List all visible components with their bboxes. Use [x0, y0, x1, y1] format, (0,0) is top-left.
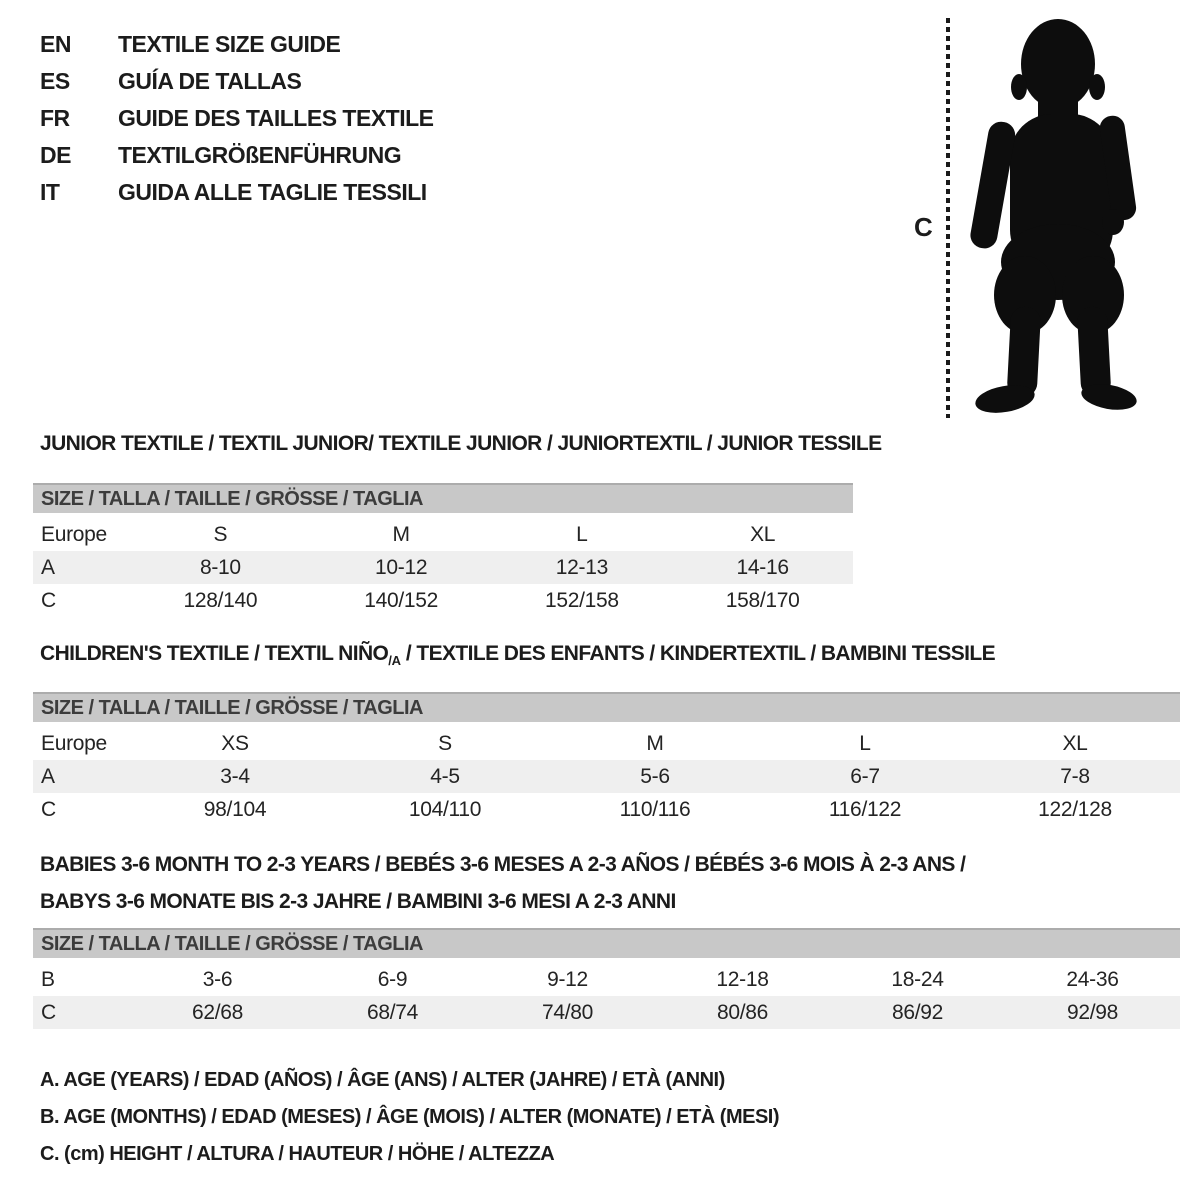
size-cell: 8-10 — [199, 555, 241, 579]
size-cell: M — [646, 731, 664, 755]
row-label: Europe — [41, 731, 107, 755]
size-cell: 86/92 — [891, 1000, 944, 1024]
language-name: TEXTILGRÖßENFÜHRUNG — [118, 142, 402, 168]
row-label: A — [41, 555, 55, 579]
size-cell: L — [576, 522, 588, 546]
section-title-children — [40, 635, 995, 672]
legend-line: B. AGE (MONTHS) / EDAD (MESES) / ÂGE (MOIS) / ALTER (MONATE) / ETÀ (MESI) — [40, 1106, 780, 1128]
language-code: FR — [40, 105, 70, 131]
language-code: DE — [40, 142, 71, 168]
section-title-line — [40, 846, 965, 883]
size-cell: 5-6 — [640, 764, 670, 788]
size-cell: 98/104 — [203, 797, 267, 821]
size-cell: 68/74 — [366, 1000, 419, 1024]
size-cell: 140/152 — [364, 588, 439, 612]
size-cell: S — [438, 731, 452, 755]
size-cell: 4-5 — [430, 764, 460, 788]
size-cell: XS — [221, 731, 249, 755]
size-cell: 7-8 — [1060, 764, 1090, 788]
title-text: BABIES 3-6 MONTH TO 2-3 YEARS / BEBÉS 3-6 MESES A 2-3 AÑOS / BÉBÉS 3-6 MOIS À 2-3 ANS / — [40, 853, 966, 876]
size-header-bar: SIZE / TALLA / TAILLE / GRÖSSE / TAGLIA — [33, 692, 1180, 722]
size-header-bar: SIZE / TALLA / TAILLE / GRÖSSE / TAGLIA — [33, 928, 1180, 958]
size-cell: 3-6 — [202, 967, 233, 991]
language-name: GUIDE DES TAILLES TEXTILE — [118, 105, 434, 131]
size-cell: 80/86 — [716, 1000, 769, 1024]
language-row — [40, 174, 434, 211]
size-table-babies — [33, 928, 1180, 1029]
size-header-bar: SIZE / TALLA / TAILLE / GRÖSSE / TAGLIA — [33, 483, 853, 513]
size-cell: 10-12 — [375, 555, 428, 579]
size-cell: 6-7 — [850, 764, 880, 788]
title-text: /A — [388, 653, 401, 668]
size-cell: 14-16 — [736, 555, 789, 579]
table-row-b — [33, 963, 1180, 996]
size-cell: XL — [1062, 731, 1088, 755]
section-title-line — [40, 425, 882, 462]
row-label: C — [41, 797, 56, 821]
size-cell: 110/116 — [619, 797, 691, 821]
table-row-c — [33, 584, 853, 617]
size-cell: 116/122 — [828, 797, 902, 821]
size-cell: L — [859, 731, 871, 755]
size-table-junior — [33, 483, 853, 617]
size-cell: 128/140 — [183, 588, 258, 612]
size-cell: 74/80 — [541, 1000, 594, 1024]
language-list — [40, 26, 434, 211]
table-row-c — [33, 996, 1180, 1029]
title-text: / TEXTILE DES ENFANTS / KINDERTEXTIL / BAMBINI TESSILE — [400, 642, 996, 665]
size-cell: 24-36 — [1066, 967, 1119, 991]
size-cell: 122/128 — [1038, 797, 1112, 821]
size-cell: 104/110 — [408, 797, 482, 821]
size-cell: 6-9 — [377, 967, 408, 991]
title-text: CHILDREN'S TEXTILE / TEXTIL NIÑO — [40, 642, 389, 665]
legend-line: A. AGE (YEARS) / EDAD (AÑOS) / ÂGE (ANS) / ALTER (JAHRE) / ETÀ (ANNI) — [40, 1069, 725, 1091]
row-label: B — [41, 967, 55, 991]
table-row-europe — [33, 727, 1180, 760]
section-title-line — [40, 635, 995, 672]
section-title-babies — [40, 846, 965, 920]
height-measure-dashed-line — [946, 18, 950, 418]
language-row — [40, 26, 434, 63]
size-table-children — [33, 692, 1180, 826]
language-row — [40, 63, 434, 100]
size-cell: 92/98 — [1066, 1000, 1119, 1024]
language-name: GUIDA ALLE TAGLIE TESSILI — [118, 179, 427, 205]
title-text: JUNIOR TEXTILE / TEXTIL JUNIOR/ TEXTILE JUNIOR / JUNIORTEXTIL / JUNIOR TESSILE — [40, 432, 882, 455]
language-row — [40, 137, 434, 174]
size-cell: S — [213, 522, 228, 546]
language-code: IT — [40, 179, 60, 205]
size-cell: 12-18 — [716, 967, 769, 991]
size-cell: 158/170 — [725, 588, 800, 612]
size-cell: 9-12 — [547, 967, 588, 991]
row-label: A — [41, 764, 55, 788]
size-cell: M — [392, 522, 410, 546]
toddler-silhouette-image — [963, 12, 1138, 417]
section-title-junior — [40, 425, 882, 462]
table-row-europe — [33, 518, 853, 551]
language-name: GUÍA DE TALLAS — [118, 68, 302, 94]
size-cell: 152/158 — [544, 588, 619, 612]
table-row-c — [33, 793, 1180, 826]
language-code: ES — [40, 68, 70, 94]
row-label: C — [41, 1000, 56, 1024]
size-cell: XL — [750, 522, 776, 546]
size-cell: 12-13 — [555, 555, 608, 579]
size-cell: 18-24 — [891, 967, 944, 991]
size-cell: 3-4 — [220, 764, 250, 788]
size-cell: 62/68 — [191, 1000, 244, 1024]
language-name: TEXTILE SIZE GUIDE — [118, 31, 341, 57]
language-code: EN — [40, 31, 71, 57]
section-title-line — [40, 883, 965, 920]
table-row-a — [33, 760, 1180, 793]
row-label: C — [41, 588, 56, 612]
legend — [40, 1062, 779, 1173]
title-text: BABYS 3-6 MONATE BIS 2-3 JAHRE / BAMBINI 3-6 MESI A 2-3 ANNI — [40, 890, 676, 913]
language-row — [40, 100, 434, 137]
table-row-a — [33, 551, 853, 584]
height-measure-label: C — [914, 212, 933, 242]
row-label: Europe — [41, 522, 107, 546]
legend-line: C. (cm) HEIGHT / ALTURA / HAUTEUR / HÖHE / ALTEZZA — [40, 1143, 555, 1165]
